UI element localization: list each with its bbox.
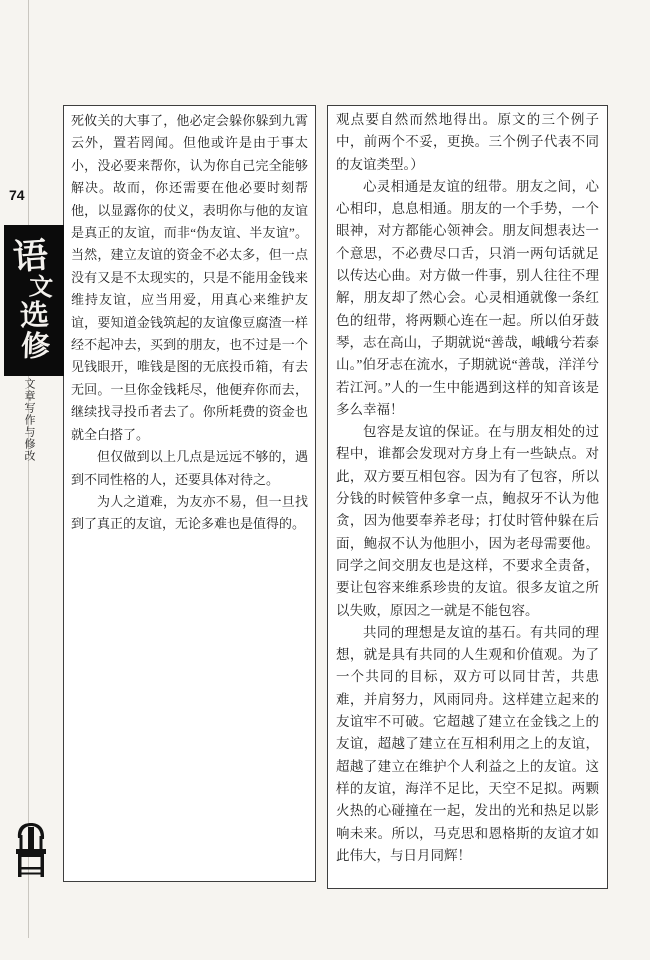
series-char: 文 xyxy=(28,274,54,302)
page-number: 74 xyxy=(9,187,25,203)
paragraph: 为人之道难，为友亦不易，但一旦找到了真正的友谊，无论多难也是值得的。 xyxy=(71,493,308,532)
paragraph: 心灵相通是友谊的纽带。朋友之间，心心相印，息息相通。朋友的一个手势，一个眼神，对方都能心领神会。朋友间想表达一个意思，不必费尽口舌，只消一两句话就足以传达心曲。对方做一件事，别人往往不理解，朋友却了然心会。心灵相通就像一条红色的纽带，将两颗心连在一起。所以伯牙鼓琴，志在高山，子期就说“善哉，峨峨兮若泰山。”伯牙志在流水，子期就说“善哉，洋洋兮若江河。”人的一生中能遇到这样的知音该是多么幸福！ xyxy=(336,178,599,417)
paragraph: 但仅做到以上几点是远远不够的，遇到不同性格的人，还要具体对待之。 xyxy=(71,449,308,487)
chair-ornament-icon xyxy=(14,821,48,884)
series-title-block xyxy=(4,225,64,376)
paragraph: 死攸关的大事了，他必定会躲你躲到九霄云外，置若罔闻。但他或许是由于事太小，没必要来帮你，认为你自己完全能够解决。故而，你还需要在他必要时刻帮他，以显露你的仗义，表明你与他的友谊是真正的友谊，而非“伪友谊、半友谊”。当然，建立友谊的资金不必太多，但一点没有又是不太现实的，只是不能用金钱来维持友谊，应当用爱，用真心来维护友谊，要知道金钱筑起的友谊像豆腐渣一样经不起冲去，买到的朋友，也不过是一个见钱眼开，唯钱是图的无底投币箱，有去无回。一旦你金钱耗尽，他便弃你而去，继续找寻投币者去了。你所耗费的资金也就全白搭了。 xyxy=(71,113,308,442)
series-char: 语 xyxy=(12,235,50,278)
book-subtitle-vertical: 文章写作与修改 xyxy=(23,378,35,462)
series-char: 修 xyxy=(20,330,52,364)
left-text-column xyxy=(63,105,316,882)
paragraph: 包容是友谊的保证。在与朋友相处的过程中，谁都会发现对方身上有一些缺点。对此，双方要互相包容。因为有了包容，所以分钱的时候管仲多拿一点，鲍叔牙不认为他贪，因为他要奉养老母；打仗时管仲躲在后面，鲍叔不认为他胆小，因为老母需要他。同学之间交朋友也是这样，不要求全责备，要让包容来维系珍贵的友谊。很多友谊之所以失败，原因之一就是不能包容。 xyxy=(336,424,599,618)
right-text-column xyxy=(327,105,608,889)
series-char: 选 xyxy=(19,299,51,333)
spine-margin-rule xyxy=(28,0,29,938)
paragraph: 观点要自然而然地得出。原文的三个例子中，前两个不妥，更换。三个例子代表不同的友谊类型。） xyxy=(336,112,599,172)
paragraph: 共同的理想是友谊的基石。有共同的理想，就是具有共同的人生观和价值观。为了一个共同的目标，双方可以同甘苦，共患难，并肩努力，风雨同舟。这样建立起来的友谊牢不可破。它超越了建立在金钱之上的友谊，超越了建立在互相利用之上的友谊，超越了建立在维护个人利益之上的友谊。这样的友谊，海洋不足比，天空不足拟。两颗火热的心碰撞在一起，发出的光和热足以影响未来。所以，马克思和恩格斯的友谊才如此伟大，与日月同辉！ xyxy=(336,624,599,863)
